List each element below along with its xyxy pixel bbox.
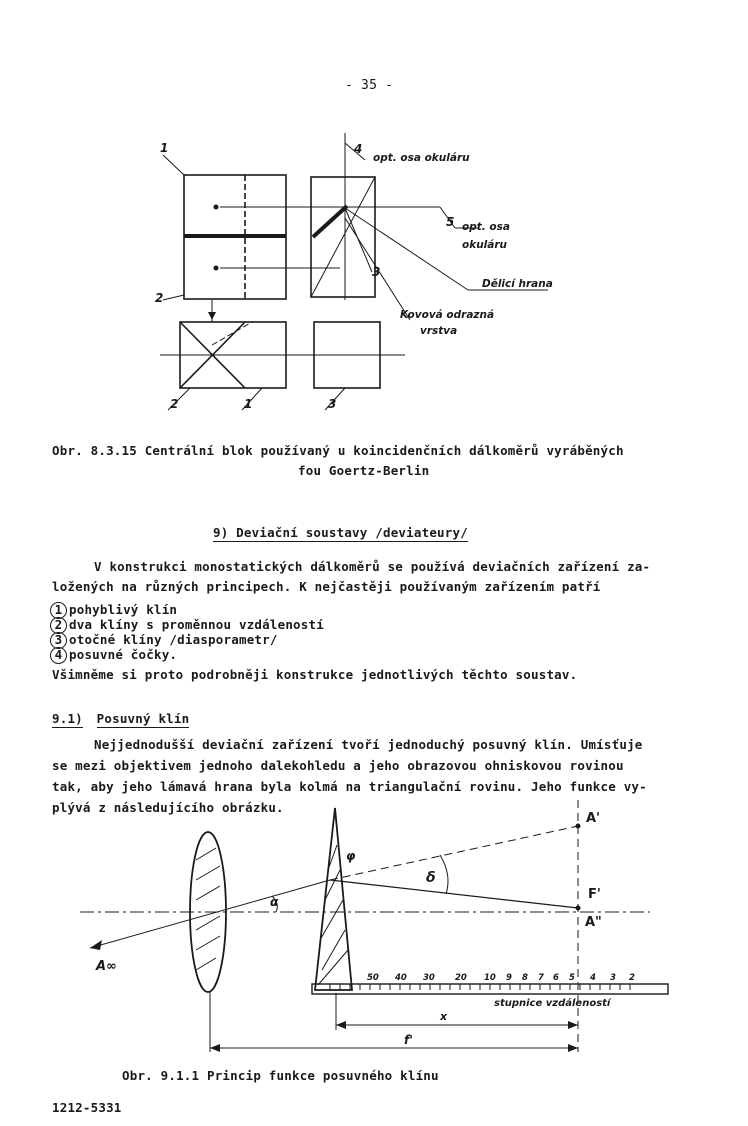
list-number: 4 <box>50 647 67 664</box>
scale-label: 40 <box>395 973 407 983</box>
annot-opt-osa-5-l1: opt. osa <box>462 221 510 233</box>
para3-line2: se mezi objektivem jednoho dalekohledu a jeho obrazovou ohniskovou rovinou <box>52 758 624 773</box>
list-text: otočné klíny /diasporametr/ <box>69 632 278 647</box>
scale-label: 3 <box>610 973 616 983</box>
label-delta: δ <box>426 870 436 886</box>
scale-label: 4 <box>590 973 596 983</box>
figure1-caption-line1: Obr. 8.3.15 Centrální blok používaný u koincidenčních dálkoměrů vyráběných <box>52 443 624 458</box>
page-number: - 35 - <box>345 78 394 93</box>
scale-caption: stupnice vzdáleností <box>494 998 611 1009</box>
para1-line1: V konstrukci monostatických dálkoměrů se používá deviačních zařízení za- <box>94 559 651 574</box>
scale-label: 30 <box>423 973 435 983</box>
section-9-1-title: Posuvný klín <box>96 711 190 726</box>
annot-delici-hrana: Dělicí hrana <box>482 278 553 290</box>
sliding-wedge <box>315 808 352 990</box>
scale-label: 10 <box>484 973 496 983</box>
scale-label: 7 <box>538 973 544 983</box>
list-text: dva klíny s proměnnou vzdáleností <box>69 617 324 632</box>
para3-line4: plývá z následujícího obrázku. <box>52 800 284 815</box>
annot-kovova-l2: vrstva <box>420 325 458 337</box>
para3-line3: tak, aby jeho lámavá hrana byla kolmá na triangulační rovinu. Jeho funkce vy- <box>52 779 647 794</box>
figure1-caption-line2: fou Goertz-Berlin <box>298 463 430 478</box>
scale-label: 2 <box>629 973 635 983</box>
label-3-prism: 3 <box>372 265 381 279</box>
figure2-caption: Obr. 9.1.1 Princip funkce posuvného klínu <box>122 1068 439 1083</box>
scale-label: 8 <box>522 973 528 983</box>
scale-label: 5 <box>569 973 575 983</box>
scale-label: 50 <box>367 973 379 983</box>
list-number: 1 <box>50 602 67 619</box>
label-f-prime: f' <box>404 1033 413 1047</box>
label-4: 4 <box>354 142 363 156</box>
label-A-double: A" <box>585 915 602 930</box>
label-5: 5 <box>446 215 455 229</box>
scale-label: 9 <box>506 973 512 983</box>
list-text: posuvné čočky. <box>69 647 178 662</box>
para1-line2: ložených na různých principech. K nejčastěji používaným zařízením patří <box>52 579 601 594</box>
label-2-mid: 2 <box>155 291 164 305</box>
para3-line1: Nejjednodušší deviační zařízení tvoří jednoduchý posuvný klín. Umísťuje <box>94 737 643 752</box>
label-A-infinity: A∞ <box>96 959 117 974</box>
label-2-bottom: 2 <box>170 397 179 411</box>
para2: Všimněme si proto podrobněji konstrukce jednotlivých těchto soustav. <box>52 667 578 682</box>
footer-code: 1212-5331 <box>52 1100 122 1115</box>
list-text: pohyblivý klín <box>69 602 178 617</box>
list-number: 2 <box>50 617 67 634</box>
scale-label: 20 <box>455 973 467 983</box>
annot-opt-osa-okularu-top: opt. osa okuláru <box>373 152 470 164</box>
label-alpha: α <box>270 895 279 909</box>
label-A-prime: A' <box>586 811 601 826</box>
label-F-prime: F' <box>588 887 601 902</box>
section-9-1-number: 9.1) <box>52 711 83 726</box>
scale-label: 6 <box>553 973 559 983</box>
label-x: x <box>440 1010 448 1023</box>
list-number: 3 <box>50 632 67 649</box>
label-3-bottom: 3 <box>328 397 337 411</box>
label-phi: φ <box>346 849 356 863</box>
annot-kovova-l1: Kovová odrazná <box>400 309 495 321</box>
label-1-top: 1 <box>160 141 169 155</box>
label-1-bottom: 1 <box>244 397 253 411</box>
section-9-title: 9) Deviační soustavy /deviateury/ <box>213 525 468 540</box>
annot-opt-osa-5-l2: okuláru <box>462 239 508 251</box>
